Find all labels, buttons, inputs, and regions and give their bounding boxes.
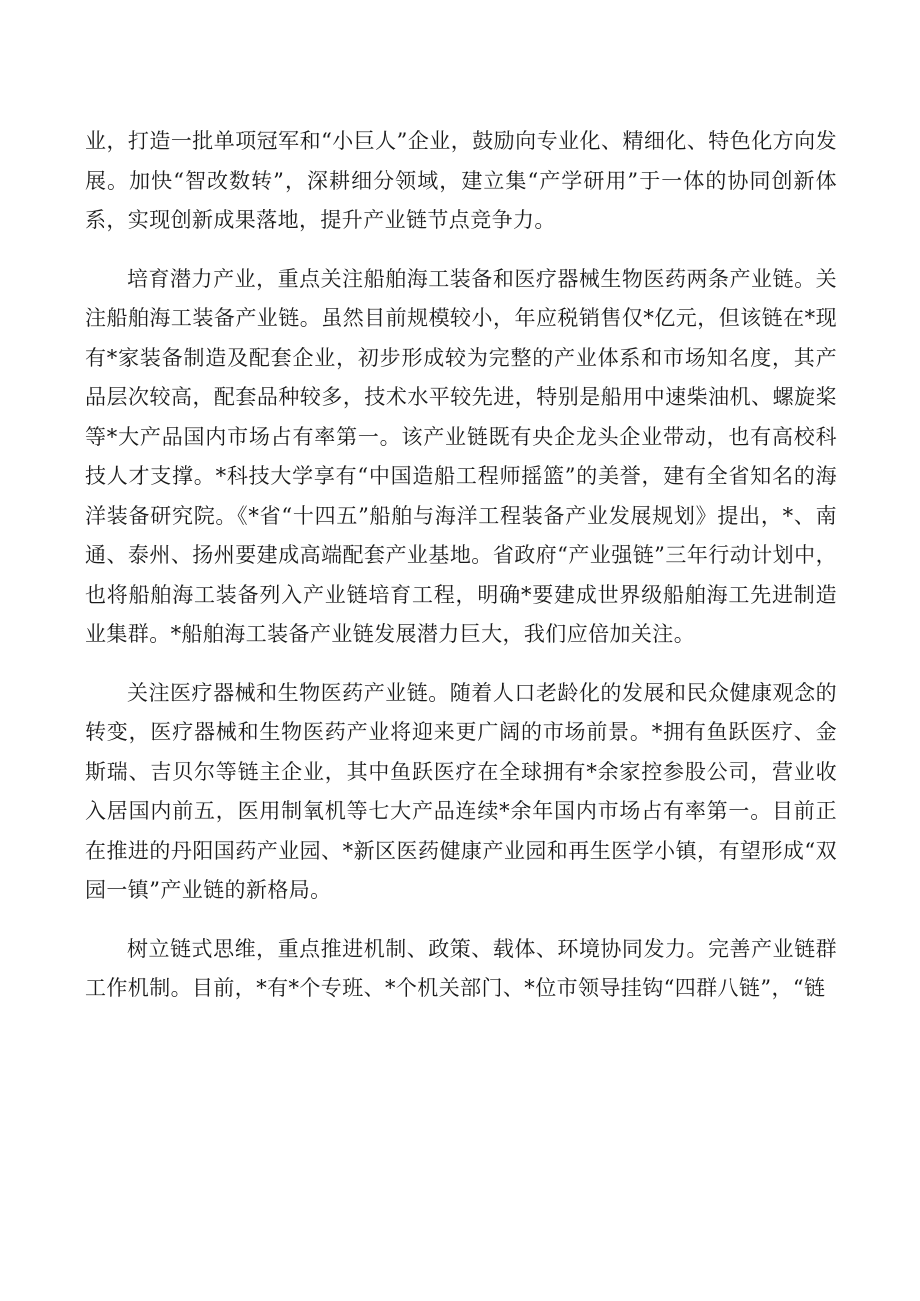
paragraph-continuation: 业，打造一批单项冠军和“小巨人”企业，鼓励向专业化、精细化、特色化方向发展。加快“智改数转”，深耕细分领域，建立集“产学研用”于一体的协同创新体系，实现创新成果落地，提升产业链节点竞争力。	[85, 129, 837, 232]
document-body	[85, 122, 837, 1009]
paragraph-chain-thinking: 树立链式思维，重点推进机制、政策、载体、环境协同发力。完善产业链群工作机制。目前，*有*个专班、*个机关部门、*位市领导挂钩“四群八链”，“链	[85, 936, 837, 1000]
paragraph-medical-biopharma-chain: 关注医疗器械和生物医药产业链。随着人口老龄化的发展和民众健康观念的转变，医疗器械和生物医药产业将迎来更广阔的市场前景。*拥有鱼跃医疗、金斯瑞、吉贝尔等链主企业，其中鱼跃医疗在全球拥有*余家控参股公司，营业收入居国内前五，医用制氧机等七大产品连续*余年国内市场占有率第一。目前正在推进的丹阳国药产业园、*新区医药健康产业园和再生医学小镇，有望形成“双园一镇”产业链的新格局。	[85, 680, 837, 902]
paragraph-shipbuilding-industry-chain: 培育潜力产业，重点关注船舶海工装备和医疗器械生物医药两条产业链。关注船舶海工装备产业链。虽然目前规模较小，年应税销售仅*亿元，但该链在*现有*家装备制造及配套企业，初步形成较为完整的产业体系和市场知名度，其产品层次较高，配套品种较多，技术水平较先进，特别是船用中速柴油机、螺旋桨等*大产品国内市场占有率第一。该产业链既有央企龙头企业带动，也有高校科技人才支撑。*科技大学享有“中国造船工程师摇篮”的美誉，建有全省知名的海洋装备研究院。《*省“十四五”船舶与海洋工程装备产业发展规划》提出，*、南通、泰州、扬州要建成高端配套产业基地。省政府“产业强链”三年行动计划中，也将船舶海工装备列入产业链培育工程，明确*要建成世界级船舶海工先进制造业集群。*船舶海工装备产业链发展潜力巨大，我们应倍加关注。	[85, 266, 837, 646]
